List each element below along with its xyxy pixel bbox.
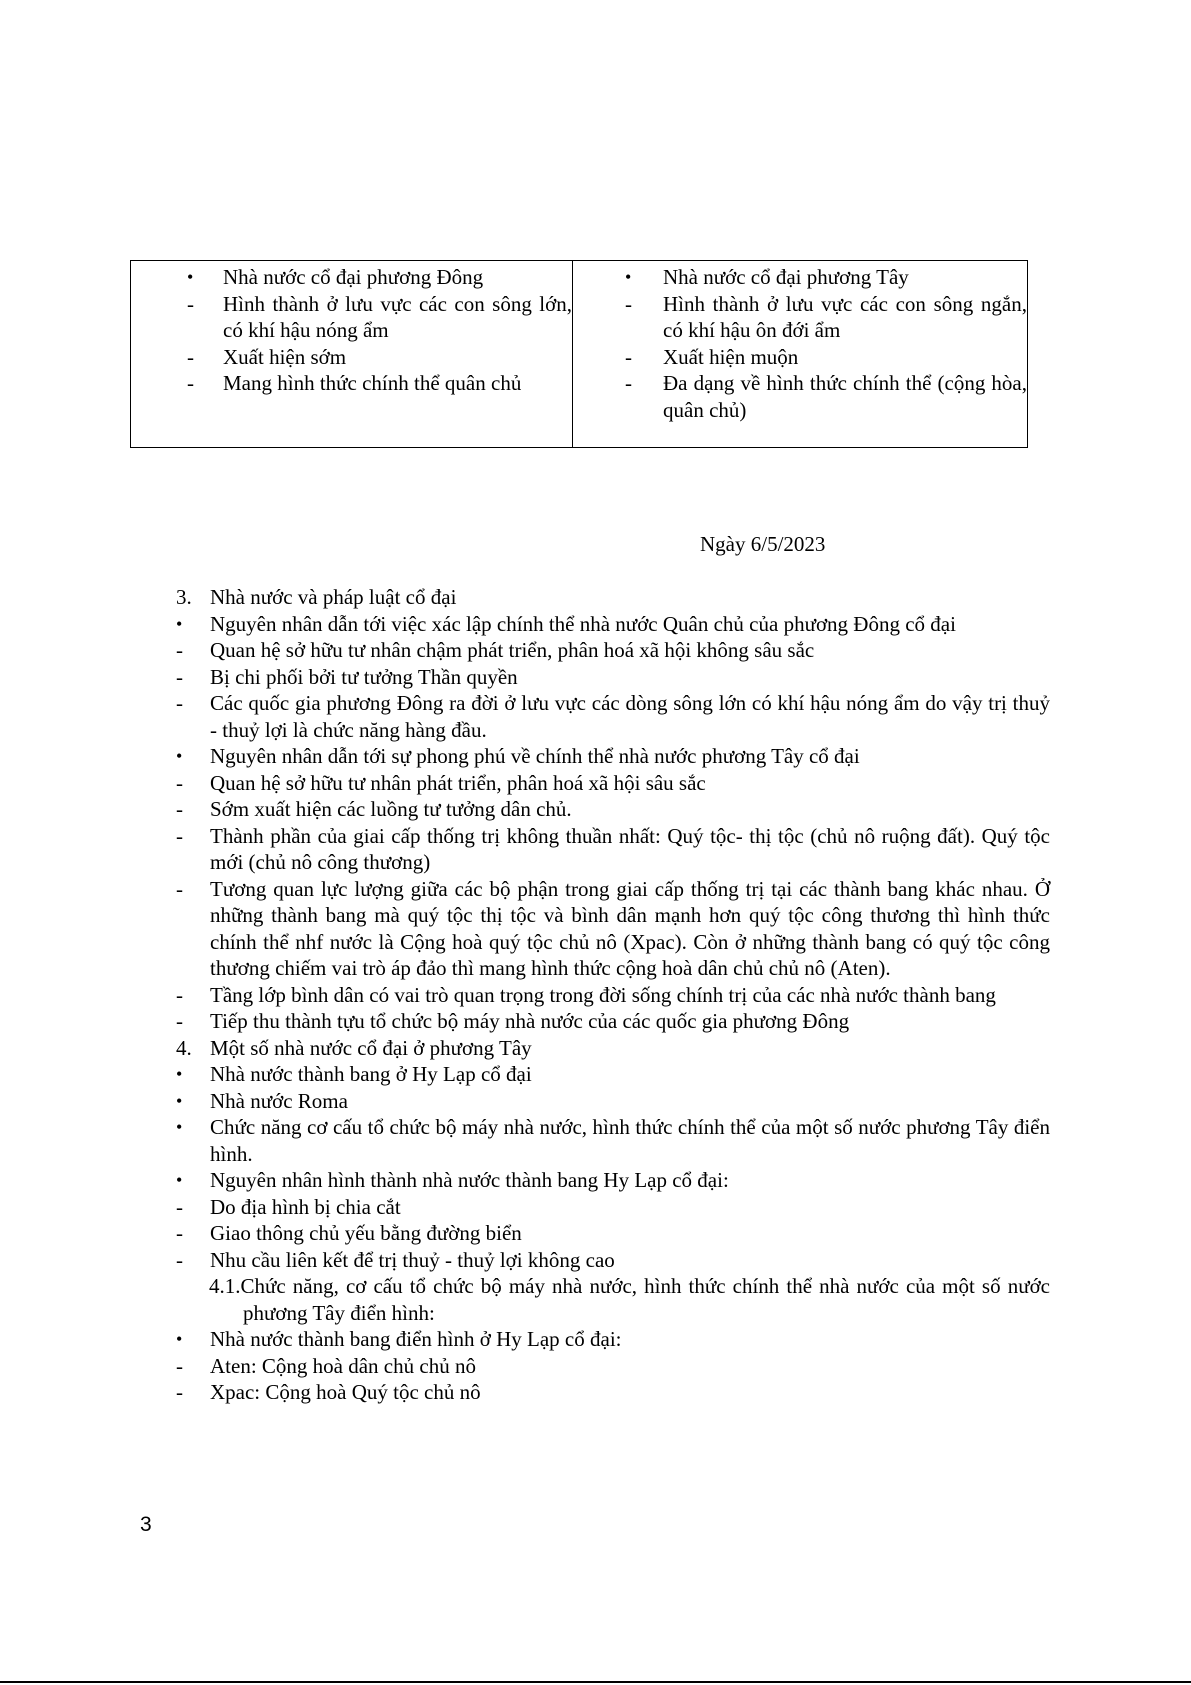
list-item: [176, 770, 1050, 797]
table-cell-text: Xuất hiện sớm: [223, 344, 347, 369]
list-item-text: Nhà nước thành bang ở Hy Lạp cổ đại: [210, 1062, 532, 1086]
list-item-text: Các quốc gia phương Đông ra đời ở lưu vực các dòng sông lớn có khí hậu nóng ẩm do vậy trị thuỷ - thuỷ lợi là chức năng hàng đầu.: [210, 691, 1050, 742]
list-marker: -: [176, 1221, 183, 1245]
list-marker: -: [176, 1380, 183, 1404]
list-item-text: Tầng lớp bình dân có vai trò quan trọng trong đời sống chính trị của các nhà nước thành bang: [210, 982, 996, 1007]
list-item-text: Thành phần của giai cấp thống trị không thuần nhất: Quý tộc- thị tộc (chủ nô ruộng đất). Quý tộc mới (chủ nô công thương): [210, 823, 1050, 874]
list-item: [176, 690, 1050, 743]
table-cell-text: Mang hình thức chính thể quân chủ: [223, 371, 522, 395]
list-item-text: Quan hệ sở hữu tư nhân phát triển, phân hoá xã hội sâu sắc: [210, 770, 706, 795]
list-item: [176, 1194, 1050, 1221]
table-row: [573, 370, 1027, 423]
list-marker: •: [176, 746, 183, 766]
list-marker: •: [176, 613, 183, 634]
list-marker: -: [176, 770, 183, 795]
list-item: [176, 1167, 1050, 1194]
list-item-text: Nhà nước Roma: [210, 1088, 348, 1113]
list-item: [176, 1035, 1050, 1062]
list-item-text: Chức năng cơ cấu tổ chức bộ máy nhà nước, hình thức chính thể của một số nước phương Tây điển hình.: [210, 1115, 1050, 1166]
list-item: [176, 584, 1050, 611]
dash-marker: -: [187, 291, 194, 316]
list-item: [176, 1008, 1050, 1035]
list-item-text: Giao thông chủ yếu bằng đường biển: [210, 1221, 522, 1245]
table-heading-west: Nhà nước cổ đại phương Tây: [663, 265, 909, 289]
date-line: Ngày 6/5/2023: [700, 532, 826, 556]
list-item-text: Nhu cầu liên kết để trị thuỷ - thuỷ lợi không cao: [210, 1247, 615, 1272]
list-item: [176, 664, 1050, 691]
list-marker: -: [176, 1247, 183, 1272]
table-cell-text: Hình thành ở lưu vực các con sông ngắn, có khí hậu ôn đới ẩm: [663, 291, 1027, 342]
list-item: [176, 1326, 1050, 1353]
list-item-text: Quan hệ sở hữu tư nhân chậm phát triển, phân hoá xã hội không sâu sắc: [210, 638, 815, 662]
list-item: [176, 611, 1050, 638]
page-number: 3: [140, 1513, 152, 1536]
list-item-text: Sớm xuất hiện các luồng tư tưởng dân chủ.: [210, 797, 572, 821]
subsection-heading: 4.1.Chức năng, cơ cấu tổ chức bộ máy nhà nước, hình thức chính thể nhà nước của một số nước phương Tây điển hình:: [209, 1274, 1050, 1325]
table-row: [573, 344, 1027, 371]
bottom-border: [0, 1681, 1191, 1683]
dash-marker: -: [625, 371, 632, 395]
list-marker: -: [176, 797, 183, 821]
list-marker: •: [176, 1117, 183, 1137]
list-item-text: Nhà nước thành bang điển hình ở Hy Lạp cổ đại:: [210, 1327, 622, 1351]
list-marker: -: [176, 1353, 183, 1378]
table-row: [131, 370, 572, 397]
list-item: [176, 1114, 1050, 1167]
list-marker: 4.: [176, 1035, 192, 1060]
table-cell-text: Hình thành ở lưu vực các con sông lớn, có khí hậu nóng ẩm: [223, 291, 572, 342]
list-item: [176, 823, 1050, 876]
dash-marker: -: [187, 344, 194, 369]
table-column-west: [573, 261, 1027, 447]
list-item: [176, 1273, 1050, 1326]
list-marker: •: [176, 1329, 183, 1349]
list-item: [176, 876, 1050, 982]
table-row: [131, 264, 572, 291]
list-item-text: Bị chi phối bởi tư tưởng Thần quyền: [210, 664, 518, 689]
dash-marker: -: [625, 344, 632, 369]
bullet-marker: •: [625, 267, 632, 287]
table-row: [573, 264, 1027, 291]
dash-marker: -: [187, 371, 194, 395]
list-item: [176, 743, 1050, 770]
list-marker: -: [176, 664, 183, 689]
list-item: [176, 1088, 1050, 1115]
table-row: [131, 344, 572, 371]
list-item: [176, 1379, 1050, 1406]
table-cell-text: Xuất hiện muộn: [663, 344, 799, 369]
list-item: [176, 1247, 1050, 1274]
notes-list: [176, 584, 1050, 1406]
list-item-text: Tiếp thu thành tựu tổ chức bộ máy nhà nước của các quốc gia phương Đông: [210, 1009, 850, 1033]
list-item: [176, 796, 1050, 823]
table-column-east: [131, 261, 573, 447]
list-marker: •: [176, 1170, 183, 1190]
list-marker: •: [176, 1090, 183, 1111]
list-marker: -: [176, 1194, 183, 1219]
list-marker: -: [176, 876, 183, 901]
list-item-text: Nguyên nhân dẫn tới việc xác lập chính thể nhà nước Quân chủ của phương Đông cổ đại: [210, 611, 956, 636]
list-item-text: Nguyên nhân dẫn tới sự phong phú về chính thể nhà nước phương Tây cổ đại: [210, 744, 860, 768]
dash-marker: -: [625, 291, 632, 316]
list-item-text: Nguyên nhân hình thành nhà nước thành bang Hy Lạp cổ đại:: [210, 1168, 729, 1192]
list-item: [176, 982, 1050, 1009]
list-item: [176, 1061, 1050, 1088]
table-cell-text: Đa dạng về hình thức chính thể (cộng hòa, quân chủ): [663, 371, 1027, 422]
table-row: [131, 291, 572, 344]
list-marker: •: [176, 1064, 183, 1084]
list-marker: -: [176, 1009, 183, 1033]
table-heading-east: Nhà nước cổ đại phương Đông: [223, 265, 484, 289]
table-row: [573, 291, 1027, 344]
list-item-text: Aten: Cộng hoà dân chủ chủ nô: [210, 1353, 476, 1378]
list-marker: -: [176, 982, 183, 1007]
list-marker: 3.: [176, 585, 192, 609]
section-heading: Một số nhà nước cổ đại ở phương Tây: [210, 1035, 532, 1060]
list-marker: -: [176, 691, 183, 715]
list-item: [176, 1353, 1050, 1380]
list-marker: -: [176, 823, 183, 848]
list-item: [176, 1220, 1050, 1247]
list-item-text: Tương quan lực lượng giữa các bộ phận trong giai cấp thống trị tại các thành bang khác nhau. Ở những thành bang mà quý tộc thị tộc và bình dân mạnh hơn quý tộc công thương thì hình thức chính thể nhf nước là Cộng hoà quý tộc chủ nô (Xpac). Còn ở những thành bang có quý tộc công thương chiếm vai trò áp đảo thì mang hình thức cộng hoà dân chủ chủ nô (Aten).: [210, 876, 1050, 980]
list-item-text: Do địa hình bị chia cắt: [210, 1194, 401, 1219]
list-marker: -: [176, 638, 183, 662]
list-item-text: Xpac: Cộng hoà Quý tộc chủ nô: [210, 1380, 481, 1404]
bullet-marker: •: [187, 267, 194, 287]
comparison-table: [130, 260, 1028, 448]
section-heading: Nhà nước và pháp luật cổ đại: [210, 585, 457, 609]
list-item: [176, 637, 1050, 664]
